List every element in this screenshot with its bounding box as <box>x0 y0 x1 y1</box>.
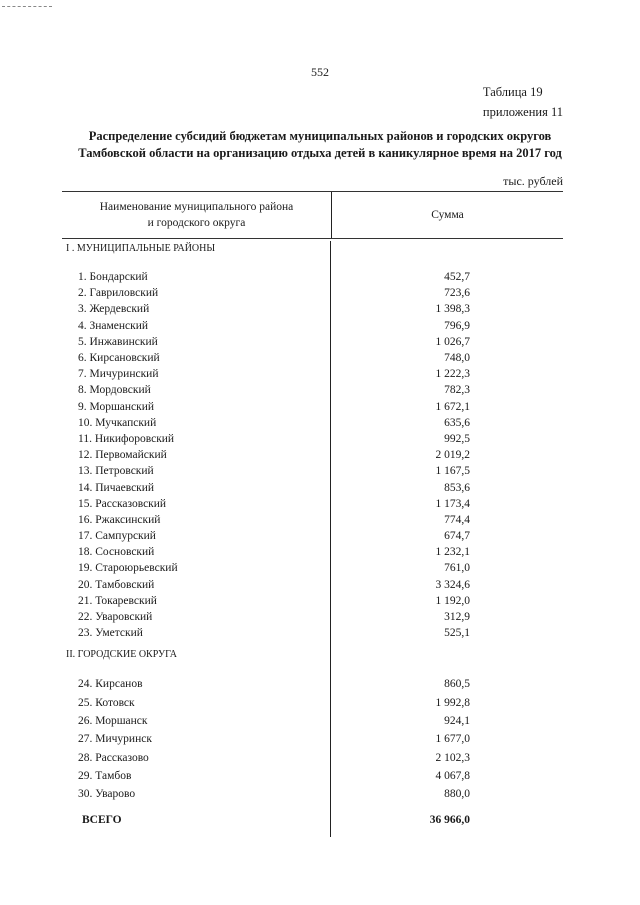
subsidy-amount: 1 222,3 <box>435 368 470 381</box>
subsidy-amount: 1 026,7 <box>435 335 470 348</box>
subsidy-amount: 761,0 <box>444 562 470 575</box>
table-body <box>62 241 563 837</box>
total-label: ВСЕГО <box>82 814 122 827</box>
district-name: 16. Ржаксинский <box>78 513 161 526</box>
district-name: 5. Инжавинский <box>78 335 158 348</box>
subsidy-amount: 796,9 <box>444 319 470 332</box>
table-row <box>62 479 563 495</box>
header-sum-column: Сумма <box>431 209 464 221</box>
district-name: 25. Котовск <box>78 696 135 709</box>
district-name: 6. Кирсановский <box>78 352 160 365</box>
table-row <box>62 730 563 748</box>
subsidy-amount: 774,4 <box>444 513 470 526</box>
header-name-line-2: и городского округа <box>147 217 246 229</box>
table-row <box>62 415 563 431</box>
district-name: 23. Уметский <box>78 627 143 640</box>
section-title: I . МУНИЦИПАЛЬНЫЕ РАЙОНЫ <box>66 243 216 254</box>
title-line-1: Распределение субсидий бюджетам муниципальных районов и городских округов <box>88 129 552 143</box>
page-number: 552 <box>311 65 329 79</box>
district-name: 1. Бондарский <box>78 271 148 284</box>
table-row <box>62 694 563 712</box>
section-heading-municipal-districts <box>62 241 563 263</box>
subsidy-table <box>62 191 563 837</box>
total-row <box>62 803 563 837</box>
district-name: 3. Жердевский <box>78 303 150 316</box>
table-row <box>62 675 563 693</box>
subsidy-amount: 782,3 <box>444 384 470 397</box>
district-name: 19. Староюрьевский <box>78 562 178 575</box>
district-name: 26. Моршанск <box>78 715 148 728</box>
table-row <box>62 749 563 767</box>
subsidy-amount: 723,6 <box>444 287 470 300</box>
district-name: 13. Петровский <box>78 465 154 478</box>
subsidy-amount: 853,6 <box>444 481 470 494</box>
district-name: 20. Тамбовский <box>78 578 155 591</box>
header-name-line-1: Наименование муниципального района <box>99 201 294 213</box>
title-line-2: Тамбовской области на организацию отдыха детей в каникулярное время на 2017 год <box>78 146 562 160</box>
subsidy-amount: 1 398,3 <box>435 303 470 316</box>
section-heading-urban-districts <box>62 647 563 669</box>
subsidy-amount: 4 067,8 <box>435 769 470 782</box>
units-label: тыс. рублей <box>503 174 563 188</box>
section-title: II. ГОРОДСКИЕ ОКРУГА <box>66 649 178 661</box>
table-row <box>62 496 563 512</box>
district-name: 10. Мучкапский <box>78 416 157 429</box>
district-name: 21. Токаревский <box>78 594 157 607</box>
district-name: 11. Никифоровский <box>78 432 175 445</box>
table-row <box>62 447 563 463</box>
district-name: 29. Тамбов <box>78 769 132 782</box>
table-row <box>62 625 563 641</box>
subsidy-amount: 1 672,1 <box>435 400 470 413</box>
table-row <box>62 512 563 528</box>
municipal-district-rows <box>62 269 563 641</box>
appendix-number: приложения 11 <box>482 105 563 119</box>
table-row <box>62 767 563 785</box>
table-row <box>62 431 563 447</box>
district-name: 14. Пичаевский <box>78 481 155 494</box>
subsidy-amount: 1 232,1 <box>435 546 470 559</box>
district-name: 30. Уварово <box>78 788 136 801</box>
table-reference <box>483 82 563 122</box>
table-number: Таблица 19 <box>482 85 543 99</box>
table-row <box>62 318 563 334</box>
table-header <box>62 191 563 239</box>
subsidy-amount: 1 167,5 <box>435 465 470 478</box>
scan-artifact <box>2 6 52 8</box>
table-row <box>62 528 563 544</box>
table-row <box>62 285 563 301</box>
district-name: 27. Мичуринск <box>78 733 152 746</box>
table-row <box>62 463 563 479</box>
table-row <box>62 593 563 609</box>
table-row <box>62 301 563 317</box>
subsidy-amount: 3 324,6 <box>435 578 470 591</box>
district-name: 22. Уваровский <box>78 611 153 624</box>
subsidy-amount: 1 173,4 <box>435 497 470 510</box>
table-row <box>62 334 563 350</box>
table-row <box>62 399 563 415</box>
district-name: 8. Мордовский <box>78 384 151 397</box>
subsidy-amount: 880,0 <box>444 788 470 801</box>
subsidy-amount: 992,5 <box>444 432 470 445</box>
table-row <box>62 560 563 576</box>
subsidy-amount: 748,0 <box>444 352 470 365</box>
subsidy-amount: 452,7 <box>444 271 470 284</box>
table-row <box>62 350 563 366</box>
subsidy-amount: 924,1 <box>444 715 470 728</box>
table-row <box>62 269 563 285</box>
header-name-column <box>62 192 332 238</box>
subsidy-amount: 1 677,0 <box>435 733 470 746</box>
subsidy-amount: 525,1 <box>444 627 470 640</box>
table-row <box>62 544 563 560</box>
district-name: 12. Первомайский <box>78 449 167 462</box>
document-title <box>0 128 640 162</box>
district-name: 28. Рассказово <box>78 751 149 764</box>
total-value: 36 966,0 <box>429 814 470 827</box>
district-name: 17. Сампурский <box>78 530 156 543</box>
subsidy-amount: 674,7 <box>444 530 470 543</box>
district-name: 2. Гавриловский <box>78 287 159 300</box>
subsidy-amount: 312,9 <box>444 611 470 624</box>
district-name: 15. Рассказовский <box>78 497 167 510</box>
subsidy-amount: 2 019,2 <box>435 449 470 462</box>
table-row <box>62 382 563 398</box>
district-name: 4. Знаменский <box>78 319 149 332</box>
subsidy-amount: 635,6 <box>444 416 470 429</box>
table-row <box>62 366 563 382</box>
table-row <box>62 785 563 803</box>
table-row <box>62 712 563 730</box>
district-name: 24. Кирсанов <box>78 678 143 691</box>
table-row <box>62 609 563 625</box>
district-name: 9. Моршанский <box>78 400 155 413</box>
urban-district-rows <box>62 675 563 803</box>
district-name: 18. Сосновский <box>78 546 155 559</box>
subsidy-amount: 1 192,0 <box>435 594 470 607</box>
subsidy-amount: 1 992,8 <box>435 696 470 709</box>
subsidy-amount: 860,5 <box>444 678 470 691</box>
table-row <box>62 577 563 593</box>
district-name: 7. Мичуринский <box>78 368 159 381</box>
subsidy-amount: 2 102,3 <box>435 751 470 764</box>
